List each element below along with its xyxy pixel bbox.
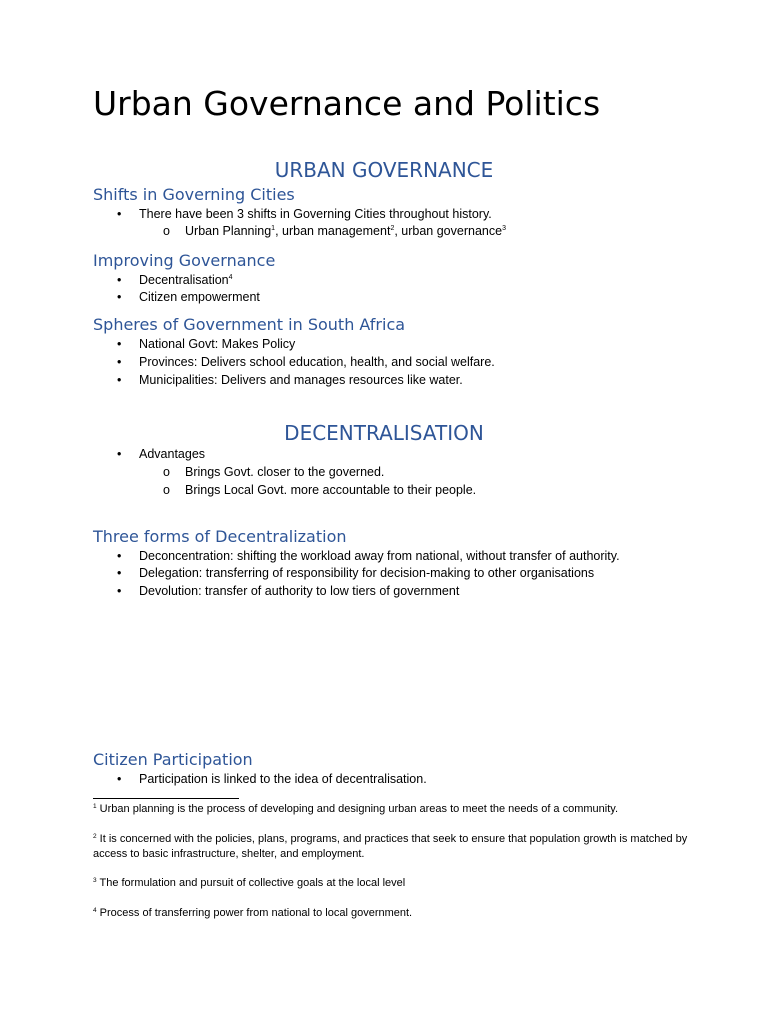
list-item <box>117 565 594 581</box>
list-item <box>117 272 233 288</box>
list-item-text: Citizen empowerment <box>139 290 260 304</box>
footnote-1 <box>93 802 693 817</box>
list-item-text: , urban management <box>275 224 391 238</box>
list-item-text: Participation is linked to the idea of decentralisation. <box>139 772 427 786</box>
bullet-marker: • <box>117 373 122 387</box>
list-item <box>117 289 260 305</box>
footnote-number: 4 <box>93 907 97 914</box>
list-item-text: Deconcentration: shifting the workload away from national, without transfer of authority. <box>139 549 620 563</box>
list-item-text: There have been 3 shifts in Governing Cities throughout history. <box>139 207 492 221</box>
section-heading-decentralisation: DECENTRALISATION <box>284 421 484 445</box>
list-item-text: Decentralisation <box>139 273 229 287</box>
list-item-text: Municipalities: Delivers and manages resources like water. <box>139 373 463 387</box>
footnote-separator <box>93 798 239 799</box>
subheading-improving: Improving Governance <box>93 251 276 270</box>
footnote-3 <box>93 876 693 891</box>
subheading-spheres: Spheres of Government in South Africa <box>93 315 406 334</box>
footnote-ref-3[interactable]: 3 <box>502 225 506 232</box>
footnote-ref-4[interactable]: 4 <box>228 274 233 281</box>
footnote-text: Process of transferring power from national to local government. <box>96 907 413 919</box>
sub-bullet-marker: o <box>163 224 170 238</box>
subheading-citizen-participation: Citizen Participation <box>93 750 253 769</box>
bullet-marker: • <box>117 207 122 221</box>
list-item <box>117 446 205 462</box>
list-item-text: Brings Govt. closer to the governed. <box>185 465 385 479</box>
sub-list-item <box>163 464 384 480</box>
footnote-number: 2 <box>93 833 97 840</box>
bullet-marker: • <box>117 772 122 786</box>
footnote-ref-2[interactable]: 2 <box>390 225 395 232</box>
list-item <box>117 583 459 599</box>
bullet-marker: • <box>117 566 122 580</box>
sub-bullet-marker: o <box>163 483 170 497</box>
list-item-text: Brings Local Govt. more accountable to their people. <box>185 483 477 497</box>
footnote-text: The formulation and pursuit of collective goals at the local level <box>96 877 406 889</box>
bullet-marker: • <box>117 355 122 369</box>
list-item <box>117 548 620 564</box>
list-item-text: Provinces: Delivers school education, health, and social welfare. <box>139 355 495 369</box>
list-item <box>117 372 463 388</box>
footnote-text: It is concerned with the policies, plans, programs, and practices that seek to ensure that population growth is matched by access to basic infrastructure, shelter, and employment. <box>93 833 688 860</box>
footnote-2 <box>93 832 693 862</box>
section-heading-urban-governance: URBAN GOVERNANCE <box>274 158 494 182</box>
list-item-text: Urban Planning <box>185 224 272 238</box>
bullet-marker: • <box>117 584 122 598</box>
bullet-marker: • <box>117 337 122 351</box>
list-item-text: Advantages <box>139 447 206 461</box>
footnote-4 <box>93 906 693 921</box>
sub-list-item <box>163 482 476 498</box>
document-title: Urban Governance and Politics <box>93 84 601 123</box>
footnote-text: Urban planning is the process of developing and designing urban areas to meet the needs of a community. <box>96 803 619 815</box>
bullet-marker: • <box>117 447 122 461</box>
subheading-three-forms: Three forms of Decentralization <box>93 527 347 546</box>
bullet-marker: • <box>117 549 122 563</box>
list-item <box>117 771 427 787</box>
sub-bullet-marker: o <box>163 465 170 479</box>
sub-list-item <box>163 223 506 239</box>
list-item <box>117 354 495 370</box>
list-item-text: Devolution: transfer of authority to low tiers of government <box>139 584 460 598</box>
bullet-marker: • <box>117 290 122 304</box>
footnote-number: 3 <box>93 877 97 884</box>
bullet-marker: • <box>117 273 122 287</box>
list-item-text: , urban governance <box>394 224 503 238</box>
list-item-text: Delegation: transferring of responsibility for decision-making to other organisations <box>139 566 595 580</box>
subheading-shifts: Shifts in Governing Cities <box>93 185 295 204</box>
list-item <box>117 336 295 352</box>
list-item <box>117 206 492 222</box>
list-item-text: National Govt: Makes Policy <box>139 337 296 351</box>
footnote-number: 1 <box>93 803 97 810</box>
footnote-ref-1[interactable]: 1 <box>271 225 276 232</box>
